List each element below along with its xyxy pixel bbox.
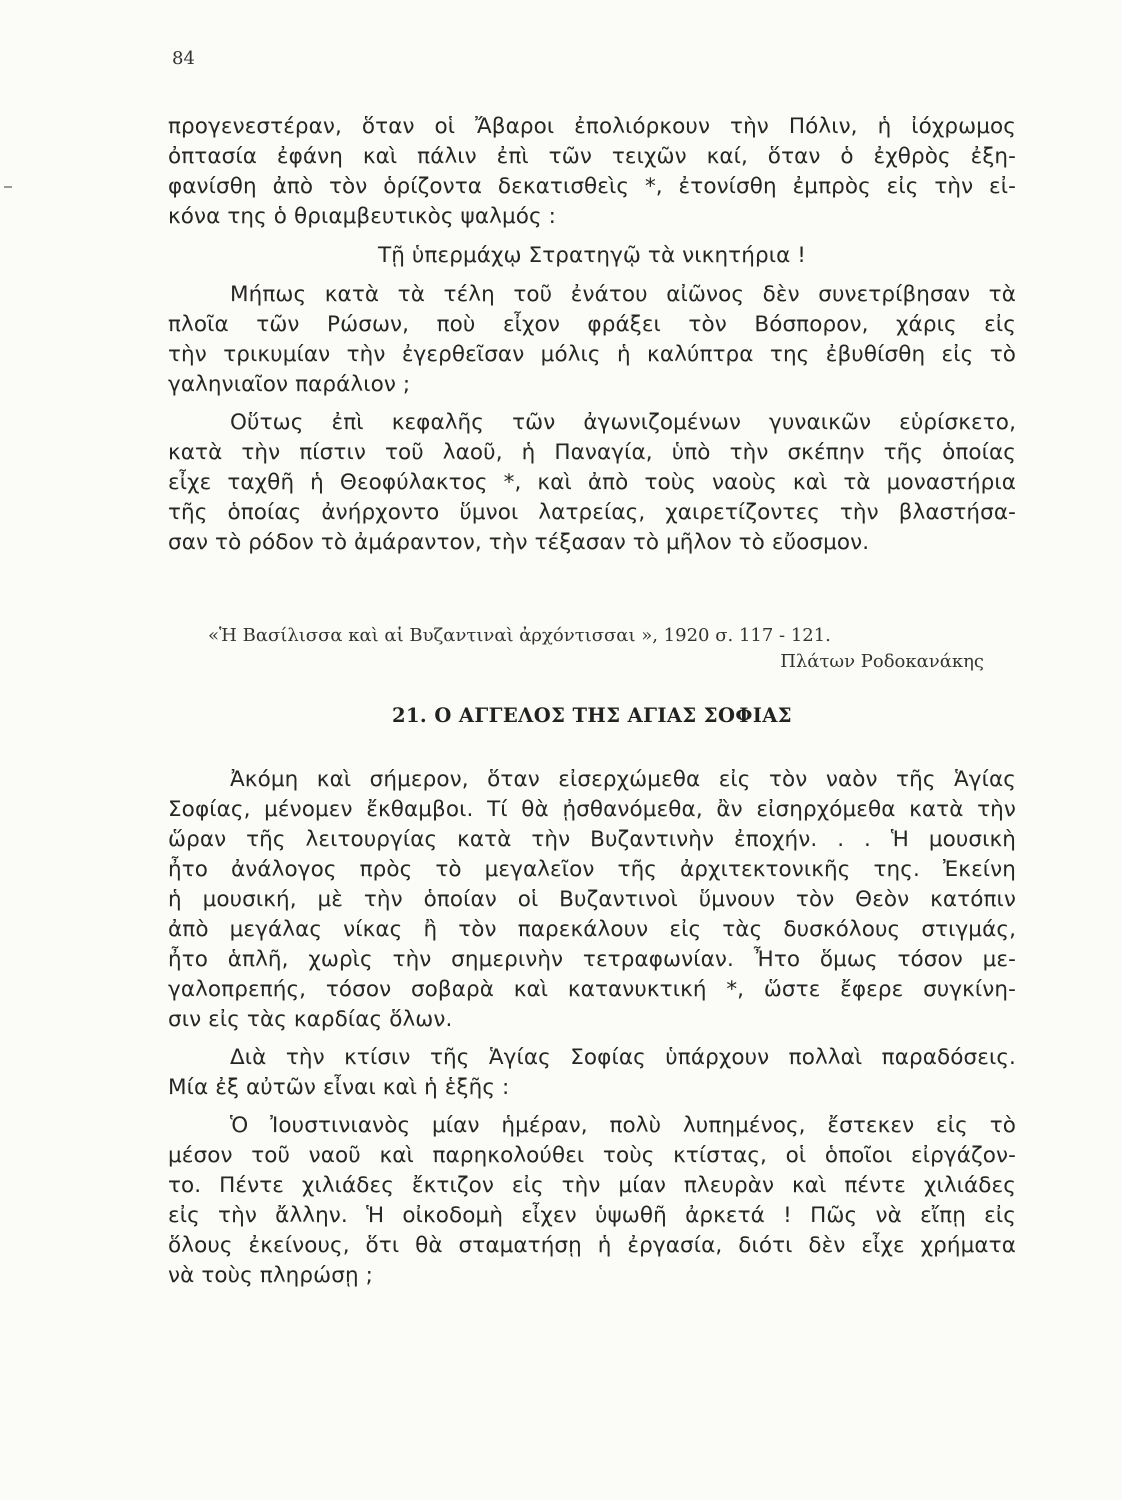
- text-line: Διὰ τὴν κτίσιν τῆς Ἁγίας Σοφίας ὑπάρχουν πολλαὶ παραδόσεις.: [230, 1045, 1016, 1070]
- chapter-heading-block: [168, 704, 1016, 727]
- text-line: το. Πέντε χιλιάδες ἔκτιζον εἰς τὴν μίαν πλευρὰν καὶ πέντε χιλιάδες: [168, 1173, 1016, 1198]
- previous-section: [168, 112, 1016, 558]
- paragraph-traditions: [168, 1043, 1016, 1103]
- text-line: Μία ἐξ αὐτῶν εἶναι καὶ ἡ ἑξῆς :: [168, 1075, 510, 1100]
- text-line: φανίσθη ἀπὸ τὸν ὁρίζοντα δεκατισθεὶς *, ἐτονίσθη ἐμπρὸς εἰς τὴν εἰ-: [168, 174, 1016, 199]
- source-author: Πλάτων Ροδοκανάκης: [780, 651, 984, 672]
- paragraph-apparition: [168, 112, 1016, 232]
- text-line: Μήπως κατὰ τὰ τέλη τοῦ ἐνάτου αἰῶνος δὲν συνετρίβησαν τὰ: [230, 282, 1016, 307]
- text-line: ὀπτασία ἐφάνη καὶ πάλιν ἐπὶ τῶν τειχῶν καί, ὅταν ὁ ἐχθρὸς ἐξη-: [168, 144, 1016, 169]
- text-line: Οὕτως ἐπὶ κεφαλῆς τῶν ἀγωνιζομένων γυναικῶν εὑρίσκετο,: [230, 410, 1016, 435]
- text-line: Ὁ Ἰουστινιανὸς μίαν ἡμέραν, πολὺ λυπημένος, ἔστεκεν εἰς τὸ: [230, 1113, 1016, 1138]
- text-line: κόνα της ὁ θριαμβευτικὸς ψαλμός :: [168, 204, 556, 229]
- chapter-body: [168, 765, 1016, 1291]
- text-line: γαληνιαῖον παράλιον ;: [168, 372, 411, 397]
- text-line: σαν τὸ ρόδον τὸ ἀμάραντον, τὴν τέξασαν τὸ μῆλον τὸ εὔοσμον.: [168, 530, 870, 555]
- text-line: ἦτο ἁπλῆ, χωρὶς τὴν σημερινὴν τετραφωνίαν. Ἦτο ὅμως τόσον με-: [168, 947, 1016, 972]
- page-number: 84: [172, 48, 195, 69]
- text-line: νὰ τοὺς πληρώσῃ ;: [168, 1263, 373, 1288]
- text-line: τὴν τρικυμίαν τὴν ἐγερθεῖσαν μόλις ἡ καλύπτρα της ἐβυθίσθη εἰς τὸ: [168, 342, 1016, 367]
- text-line: ἦτο ἀνάλογος πρὸς τὸ μεγαλεῖον τῆς ἀρχιτεκτονικῆς της. Ἐκείνη: [168, 857, 1016, 882]
- margin-mark: [4, 186, 12, 188]
- paragraph-justinian: [168, 1111, 1016, 1291]
- text-line: ὥραν τῆς λειτουργίας κατὰ τὴν Βυζαντινὴν ἐποχήν. . . Ἡ μουσικὴ: [168, 827, 1016, 852]
- text-line: προγενεστέραν, ὅταν οἱ Ἄβαροι ἐπολιόρκουν τὴν Πόλιν, ἡ ἰόχρωμος: [168, 114, 1016, 139]
- text-line: εἶχε ταχθῆ ἡ Θεοφύλακτος *, καὶ ἀπὸ τοὺς ναοὺς καὶ τὰ μοναστήρια: [168, 470, 1016, 495]
- text-line: εἰς τὴν ἄλλην. Ἡ οἰκοδομὴ εἶχεν ὑψωθῆ ἀρκετά ! Πῶς νὰ εἴπῃ εἰς: [168, 1203, 1016, 1228]
- source-block: [168, 623, 1016, 675]
- text-line: γαλοπρεπής, τόσον σοβαρὰ καὶ κατανυκτική *, ὥστε ἔφερε συγκίνη-: [168, 977, 1016, 1002]
- text-line: πλοῖα τῶν Ρώσων, ποὺ εἶχον φράξει τὸν Βόσπορον, χάρις εἰς: [168, 312, 1016, 337]
- text-line: ἡ μουσική, μὲ τὴν ὁποίαν οἱ Βυζαντινοὶ ὕμνουν τὸν Θεὸν κατόπιν: [168, 887, 1016, 912]
- paragraph-russian-ships: [168, 280, 1016, 400]
- chapter-heading: 21. Ο ΑΓΓΕΛΟΣ ΤΗΣ ΑΓΙΑΣ ΣΟΦΙΑΣ: [392, 704, 792, 727]
- hymn-line: Τῇ ὑπερμάχῳ Στρατηγῷ τὰ νικητήρια !: [378, 243, 806, 268]
- text-line: ὅλους ἐκείνους, ὅτι θὰ σταματήσῃ ἡ ἐργασία, διότι δὲν εἶχε χρήματα: [168, 1233, 1016, 1258]
- text-line: Σοφίας, μένομεν ἔκθαμβοι. Τί θὰ ᾐσθανόμεθα, ἂν εἰσηρχόμεθα κατὰ τὴν: [168, 797, 1016, 822]
- text-line: τῆς ὁποίας ἀνήρχοντο ὕμνοι λατρείας, χαιρετίζοντες τὴν βλαστήσα-: [168, 500, 1016, 525]
- text-line: σιν εἰς τὰς καρδίας ὅλων.: [168, 1007, 453, 1032]
- paragraph-panagia: [168, 408, 1016, 558]
- text-line: ἀπὸ μεγάλας νίκας ἢ τὸν παρεκάλουν εἰς τὰς δυσκόλους στιγμάς,: [168, 917, 1016, 942]
- text-line: κατὰ τὴν πίστιν τοῦ λαοῦ, ἡ Παναγία, ὑπὸ τὴν σκέπην τῆς ὁποίας: [168, 440, 1016, 465]
- source-citation: «Ἡ Βασίλισσα καὶ αἱ Βυζαντιναὶ ἀρχόντισσαι », 1920 σ. 117 - 121.: [208, 625, 831, 646]
- text-line: μέσον τοῦ ναοῦ καὶ παρηκολούθει τοὺς κτίστας, οἱ ὁποῖοι εἰργάζον-: [168, 1143, 1016, 1168]
- paragraph-music: [168, 765, 1016, 1035]
- text-line: Ἀκόμη καὶ σήμερον, ὅταν εἰσερχώμεθα εἰς τὸν ναὸν τῆς Ἁγίας: [230, 767, 1016, 792]
